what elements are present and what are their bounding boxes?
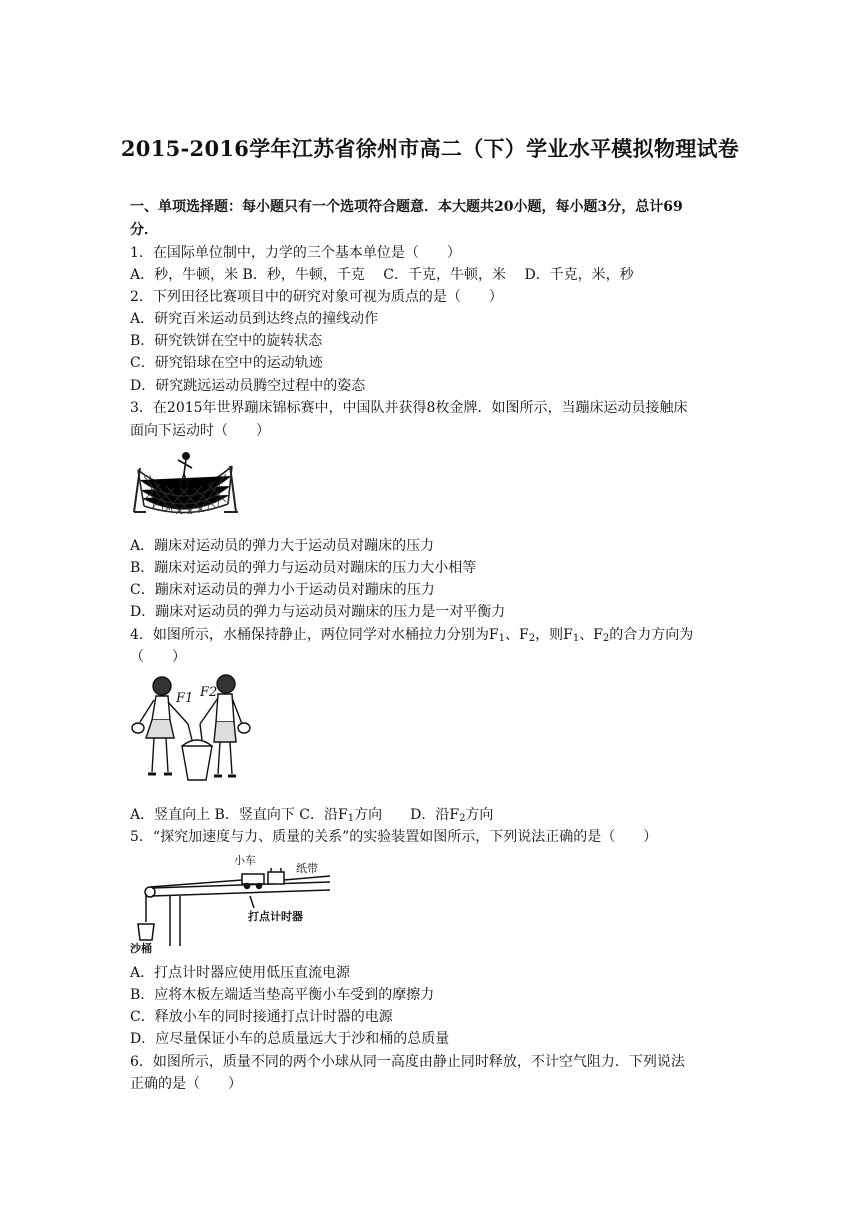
bucket-label: 沙桶 bbox=[130, 942, 152, 954]
q3-stem-line2: 面向下运动时（ ） bbox=[130, 423, 270, 439]
q5-option-b: B．应将木板左端适当垫高平衡小车受到的摩擦力 bbox=[130, 987, 435, 1003]
page-title: 2015-2016学年江苏省徐州市高二（下）学业水平模拟物理试卷 bbox=[120, 136, 740, 161]
q5-option-d: D．应尽量保证小车的总质量远大于沙和桶的总质量 bbox=[130, 1031, 450, 1047]
q2-option-b: B．研究铁饼在空中的旋转状态 bbox=[130, 333, 323, 349]
q3-stem-line1: 3．在2015年世界蹦床锦标赛中，中国队并获得8枚金牌．如图所示，当蹦床运动员接触床 bbox=[130, 400, 688, 416]
two-students-bucket-figure bbox=[130, 672, 254, 798]
q3-option-a: A．蹦床对运动员的弹力大于运动员对蹦床的压力 bbox=[130, 538, 435, 554]
section-heading-line1: 一、单项选择题：每小题只有一个选项符合题意．本大题共20小题，每小题3分，总计69 bbox=[130, 199, 683, 215]
q3-option-c: C．蹦床对运动员的弹力小于运动员对蹦床的压力 bbox=[130, 582, 435, 598]
q4-stem-line1: 4．如图所示，水桶保持静止，两位同学对水桶拉力分别为$F_1$、$F_2$，则$F_1$、$F_2$的合力方向为 bbox=[130, 627, 694, 644]
acceleration-experiment-figure bbox=[130, 850, 336, 954]
cart-label: 小车 bbox=[234, 854, 256, 867]
trampoline-figure bbox=[130, 450, 242, 522]
q5-option-a: A．打点计时器应使用低压直流电源 bbox=[130, 965, 351, 981]
q1-options: A．秒，牛顿，米 B．秒，牛顿，千克 C．千克，牛顿，米 D．千克，米，秒 bbox=[130, 267, 634, 283]
q2-stem: 2．下列田径比赛项目中的研究对象可视为质点的是（ ） bbox=[130, 289, 503, 305]
q4-stem-line2: （ ） bbox=[130, 649, 186, 665]
tape-label: 纸带 bbox=[296, 862, 318, 875]
q5-stem: 5．“探究加速度与力、质量的关系”的实验装置如图所示，下列说法正确的是（ ） bbox=[130, 829, 658, 845]
q2-option-a: A．研究百米运动员到达终点的撞线动作 bbox=[130, 311, 379, 327]
q6-stem-line1: 6．如图所示，质量不同的两个小球从同一高度由静止同时释放，不计空气阻力．下列说法 bbox=[130, 1054, 685, 1070]
f1-label: F1 bbox=[176, 691, 194, 706]
q4-options: A．竖直向上 B．竖直向下 C．沿$F_1$方向 D．沿$F_2$方向 bbox=[130, 807, 494, 824]
q3-option-b: B．蹦床对运动员的弹力与运动员对蹦床的压力大小相等 bbox=[130, 560, 477, 576]
q2-option-d: D．研究跳远运动员腾空过程中的姿态 bbox=[130, 378, 366, 394]
f2-label: F2 bbox=[200, 685, 218, 700]
q5-option-c: C．释放小车的同时接通打点计时器的电源 bbox=[130, 1009, 393, 1025]
timer-label: 打点计时器 bbox=[248, 910, 303, 923]
q1-stem: 1．在国际单位制中，力学的三个基本单位是（ ） bbox=[130, 245, 461, 261]
section-heading-line2: 分． bbox=[130, 222, 158, 238]
q2-option-c: C．研究铅球在空中的运动轨迹 bbox=[130, 355, 323, 371]
q3-option-d: D．蹦床对运动员的弹力与运动员对蹦床的压力是一对平衡力 bbox=[130, 604, 506, 620]
q6-stem-line2: 正确的是（ ） bbox=[130, 1076, 242, 1092]
